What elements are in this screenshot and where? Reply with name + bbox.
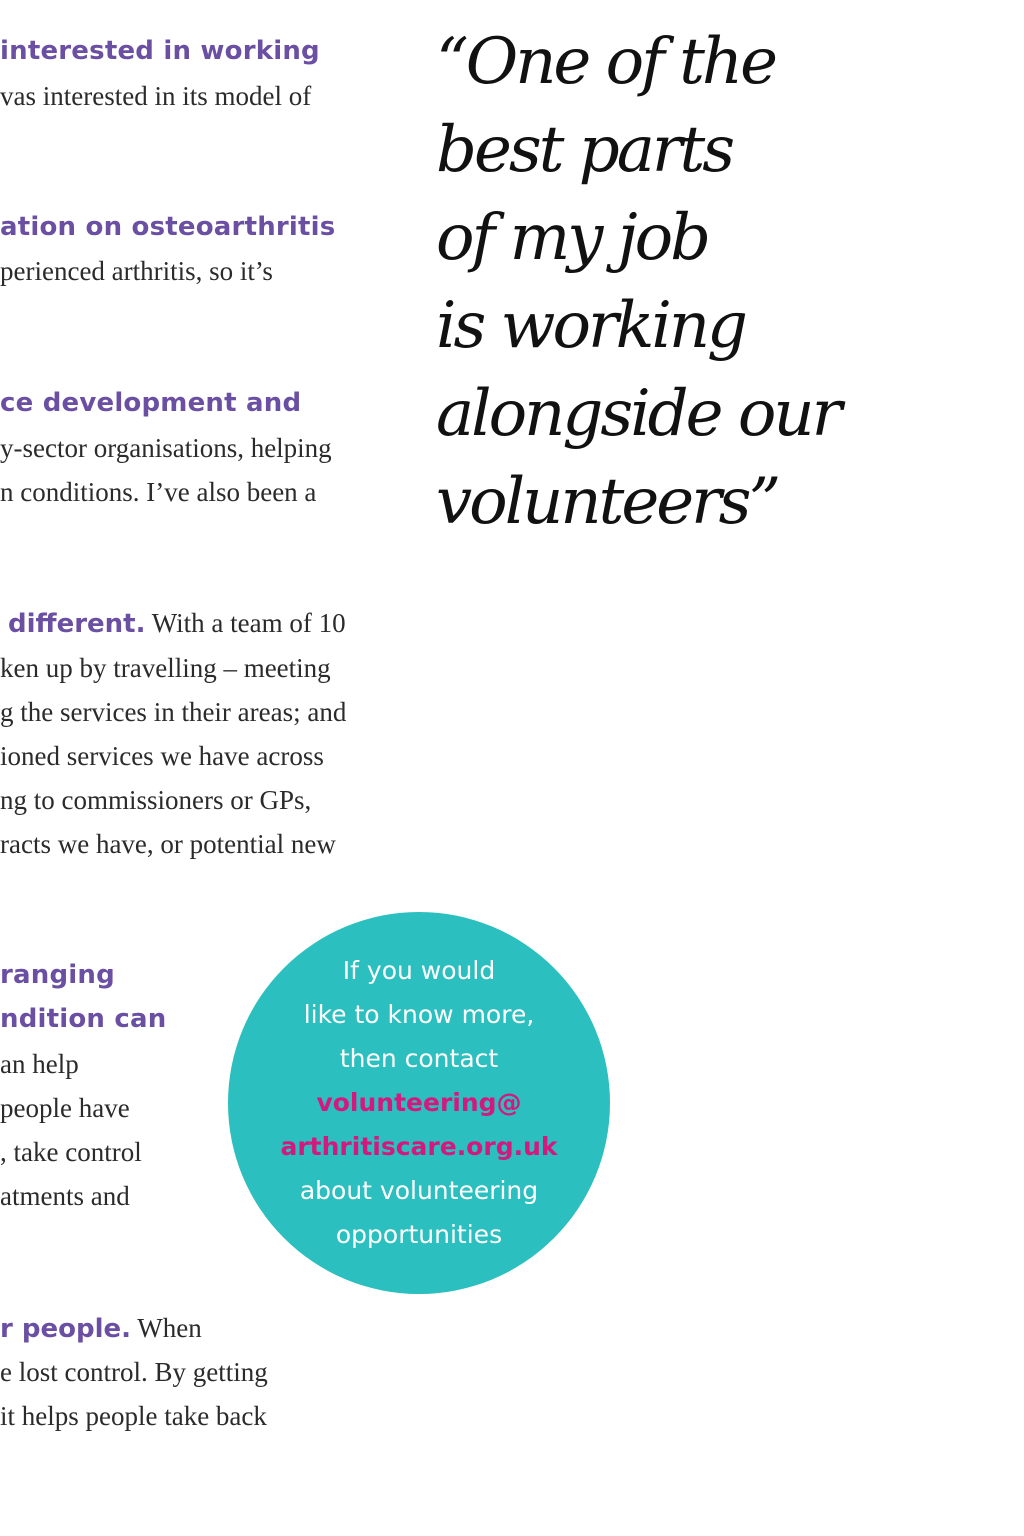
- section-heading: ation on osteoarthritis: [0, 212, 336, 242]
- body-line: , take control: [0, 1137, 142, 1167]
- body-line: ioned services we have across: [0, 741, 324, 771]
- section-heading: ndition can: [0, 1004, 167, 1034]
- callout-text: opportunities: [335, 1220, 503, 1249]
- pull-quote-line: is working: [436, 289, 745, 363]
- email-link[interactable]: arthritiscare.org.uk: [280, 1132, 558, 1161]
- pull-quote-line: of my job: [436, 201, 709, 275]
- body-line: atments and: [0, 1181, 130, 1211]
- body-line: racts we have, or potential new: [0, 829, 336, 859]
- pull-quote-line: “One of the: [436, 25, 775, 99]
- body-line: e lost control. By getting: [0, 1357, 268, 1387]
- article-body-column: [0, 0, 420, 1536]
- body-line: ng to commissioners or GPs,: [0, 785, 312, 815]
- body-line: n conditions. I’ve also been a: [0, 477, 317, 507]
- lead-continuation: When: [131, 1313, 202, 1343]
- body-line: people have: [0, 1093, 130, 1123]
- lead-phrase: different.: [8, 609, 146, 639]
- body-line-with-lead: [8, 601, 346, 646]
- pull-quote-line: best parts: [436, 113, 733, 187]
- body-line-with-lead: [0, 1306, 202, 1351]
- body-line: perienced arthritis, so it’s: [0, 256, 273, 286]
- contact-callout-circle: [228, 912, 610, 1294]
- pull-quote-line: alongside our: [436, 377, 840, 451]
- body-line: y-sector organisations, helping: [0, 433, 332, 463]
- section-heading: ce development and: [0, 388, 302, 418]
- pull-quote: [436, 18, 856, 546]
- callout-text: then contact: [339, 1044, 499, 1073]
- body-line: vas interested in its model of: [0, 81, 312, 111]
- body-line: g the services in their areas; and: [0, 697, 347, 727]
- callout-text: If you would: [342, 956, 496, 985]
- body-line: ken up by travelling – meeting: [0, 653, 331, 683]
- section-heading: interested in working: [0, 36, 320, 66]
- lead-phrase: r people.: [0, 1314, 132, 1344]
- email-link[interactable]: volunteering@: [316, 1088, 522, 1117]
- pull-quote-line: volunteers”: [436, 465, 779, 539]
- callout-text: about volunteering: [299, 1176, 539, 1205]
- lead-continuation: With a team of 10: [145, 608, 346, 638]
- body-line: an help: [0, 1049, 79, 1079]
- callout-text: like to know more,: [303, 1000, 535, 1029]
- body-line: it helps people take back: [0, 1401, 267, 1431]
- section-heading: ranging: [0, 960, 115, 990]
